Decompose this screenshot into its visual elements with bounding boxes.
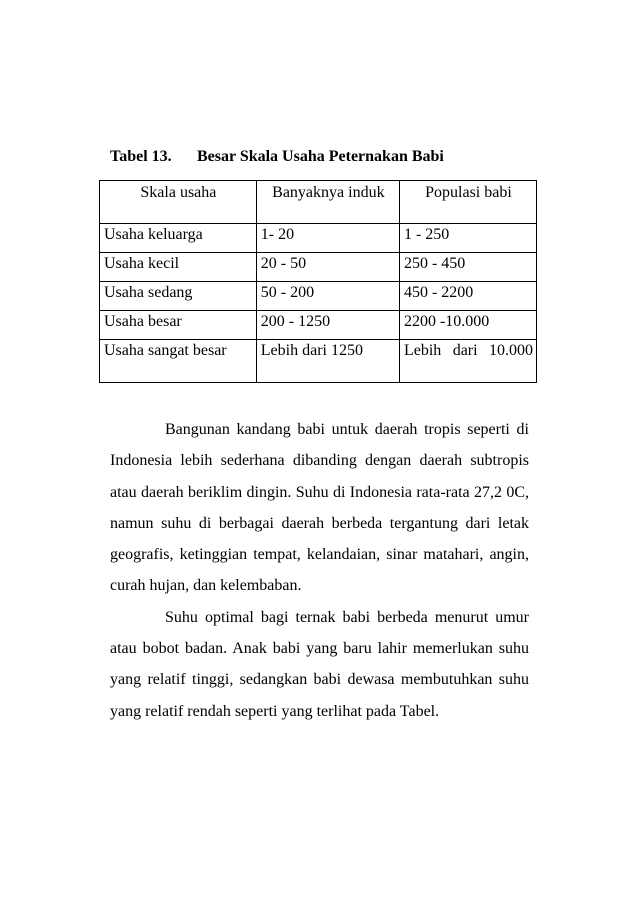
table-cell-sows: Lebih dari 1250 — [256, 340, 399, 383]
table-header-row — [100, 181, 537, 224]
table-cell-sows: 200 - 1250 — [256, 311, 399, 340]
table-row — [100, 253, 537, 282]
table-cell-population: 1 - 250 — [399, 224, 536, 253]
table-cell-population: 450 - 2200 — [399, 282, 536, 311]
body-text — [110, 414, 529, 727]
table-caption-title: Besar Skala Usaha Peternakan Babi — [197, 148, 444, 165]
table-caption-number: Tabel 13. — [110, 148, 172, 165]
column-header-populasi-babi: Populasi babi — [399, 181, 536, 224]
table-cell-population: 250 - 450 — [399, 253, 536, 282]
table-cell-sows: 50 - 200 — [256, 282, 399, 311]
table-row — [100, 311, 537, 340]
table-cell-population: Lebih dari 10.000 — [399, 340, 536, 383]
table-cell-scale: Usaha sedang — [100, 282, 257, 311]
table-cell-population: 2200 -10.000 — [399, 311, 536, 340]
farm-scale-table — [99, 180, 537, 383]
table-cell-scale: Usaha sangat besar — [100, 340, 257, 383]
table-row — [100, 282, 537, 311]
table-cell-sows: 20 - 50 — [256, 253, 399, 282]
table-cell-scale: Usaha keluarga — [100, 224, 257, 253]
table-cell-scale: Usaha kecil — [100, 253, 257, 282]
column-header-skala-usaha: Skala usaha — [100, 181, 257, 224]
table-caption — [110, 148, 444, 166]
table-row — [100, 340, 537, 383]
paragraph-suhu-optimal: Suhu optimal bagi ternak babi berbeda menurut umur atau bobot badan. Anak babi yang baru lahir memerlukan suhu yang relatif tinggi, sedangkan babi dewasa membutuhkan suhu yang relatif rendah seperti yang terlihat pada Tabel. — [110, 608, 529, 720]
table-cell-sows: 1- 20 — [256, 224, 399, 253]
column-header-banyaknya-induk: Banyaknya induk — [256, 181, 399, 224]
paragraph-kandang: Bangunan kandang babi untuk daerah tropis seperti di Indonesia lebih sederhana dibanding dengan daerah subtropis atau daerah beriklim dingin. Suhu di Indonesia rata-rata 27,2 0C, namun suhu di berbagai daerah berbeda tergantung dari letak geografis, ketinggian tempat, kelandaian, sinar matahari, angin, curah hujan, dan kelembaban. — [110, 421, 529, 595]
table-cell-scale: Usaha besar — [100, 311, 257, 340]
table-row — [100, 224, 537, 253]
